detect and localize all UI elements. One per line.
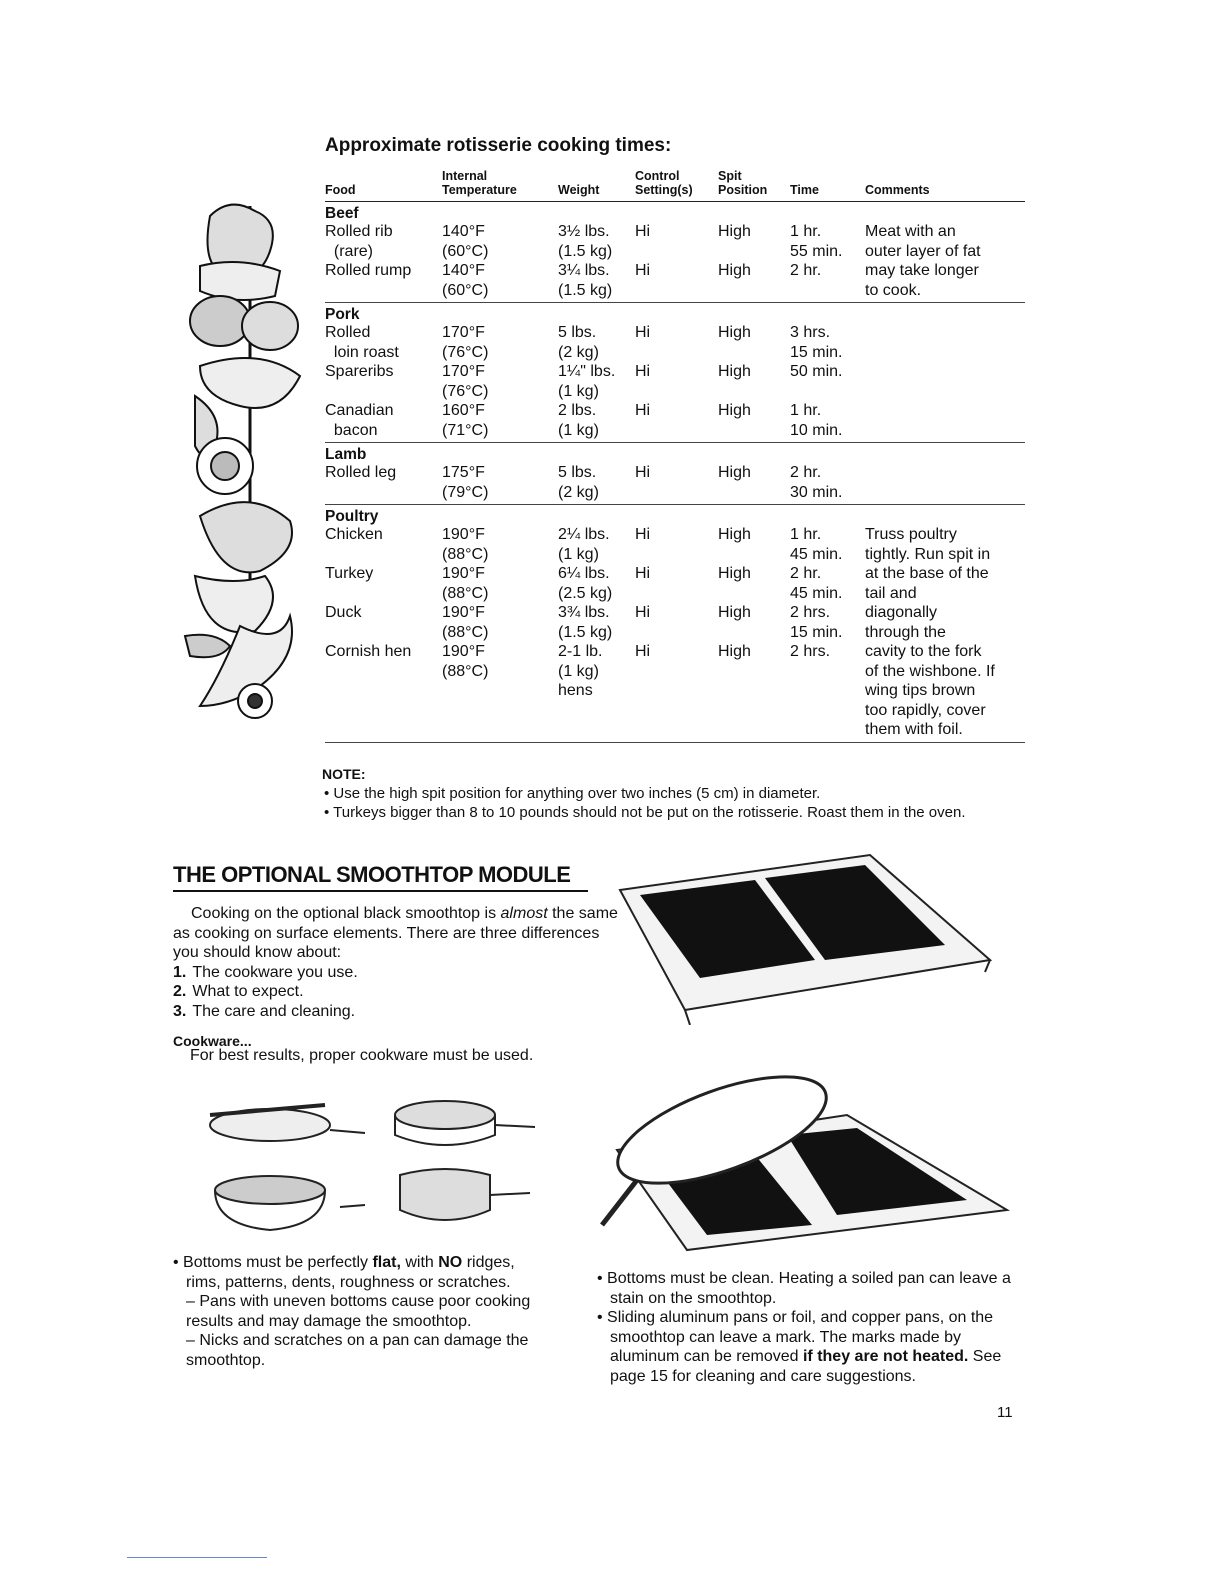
cell-weight: 3¼ lbs. (1.5 kg) [558,262,613,299]
section-title: THE OPTIONAL SMOOTHTOP MODULE [173,862,588,892]
cell-spit: High [718,324,751,341]
cookware-heading: Cookware... [173,1033,252,1049]
cell-time: 2 hrs. [790,643,831,660]
table-group [325,202,1025,303]
cell-weight: 3½ lbs. (1.5 kg) [558,223,613,260]
cell-temp: 170°F (76°C) [442,324,489,361]
col-time: Time [790,183,819,197]
cell-food: Chicken [325,526,383,543]
cell-time: 1 hr. 45 min. [790,526,843,563]
cell-spit: High [718,402,751,419]
list-item: 1. The cookware you use. [173,963,358,981]
table-title: Approximate rotisserie cooking times: [325,135,672,156]
intro-paragraph: Cooking on the optional black smoothtop is almost the same as cooking on surface elements. There are three differences you should know about: [173,905,618,961]
group-title: Lamb [325,446,367,463]
cell-spit: High [718,223,751,240]
cell-weight: 5 lbs. (2 kg) [558,464,599,501]
cell-spit: High [718,363,751,380]
cell-temp: 175°F (79°C) [442,464,489,501]
cell-weight: 2 lbs. (1 kg) [558,402,599,439]
rotisserie-table [325,166,1025,743]
col-temperature: Internal Temperature [442,169,517,197]
cell-food: Duck [325,604,362,621]
cell-ctrl: Hi [635,604,651,621]
cell-ctrl: Hi [635,402,651,419]
cell-weight: 2¼ lbs. (1 kg) [558,526,610,563]
cell-time: 2 hr. 30 min. [790,464,843,501]
cell-time: 3 hrs. 15 min. [790,324,843,361]
note-title: NOTE: [322,766,366,782]
footer-rule [127,1557,267,1558]
col-spit-position: Spit Position [718,169,768,197]
cell-temp: 140°F (60°C) [442,223,489,260]
cell-time: 1 hr. 10 min. [790,402,843,439]
cell-weight: 6¼ lbs. (2.5 kg) [558,565,613,602]
cell-weight: 2-1 lb. (1 kg) hens [558,643,603,699]
cell-spit: High [718,643,751,660]
rotisserie-food-illustration [180,196,315,726]
cell-temp: 170°F (76°C) [442,363,489,400]
cell-time: 2 hr. 45 min. [790,565,843,602]
list-item: 3. The care and cleaning. [173,1002,356,1020]
cell-food: Rolled leg [325,464,397,481]
col-food: Food [325,183,356,197]
dash-item: – Pans with uneven bottoms cause poor cooking results and may damage the smoothtop. [186,1293,531,1330]
cell-comments: Meat with an outer layer of fat may take longer to cook. [865,223,981,299]
cell-spit: High [718,604,751,621]
note-item: • Use the high spit position for anything over two inches (5 cm) in diameter. [322,784,1022,803]
cell-ctrl: Hi [635,363,651,380]
smoothtop-module-illustration [615,850,995,1025]
col-control-setting: Control Setting(s) [635,169,693,197]
cell-food: Rolled rump [325,262,412,279]
cell-food: Spareribs [325,363,394,380]
cell-weight: 5 lbs. (2 kg) [558,324,599,361]
cookware-text: For best results, proper cookware must be used. [190,1047,534,1064]
cell-temp: 190°F (88°C) [442,643,489,680]
pan-on-smoothtop-illustration [597,1060,1012,1255]
table-group [325,303,1025,443]
differences-list [173,963,623,1022]
smoothtop-intro [173,904,623,1021]
cell-spit: High [718,565,751,582]
cell-ctrl: Hi [635,262,651,279]
cell-weight: 3¾ lbs. (1.5 kg) [558,604,613,641]
cell-food: Canadian bacon [325,402,394,439]
cell-spit: High [718,262,751,279]
cell-temp: 190°F (88°C) [442,604,489,641]
cell-time: 2 hrs. 15 min. [790,604,843,641]
note-box [322,765,1022,822]
cell-temp: 190°F (88°C) [442,565,489,602]
dash-item: – Nicks and scratches on a pan can damage the smoothtop. [186,1332,529,1369]
note-item: • Turkeys bigger than 8 to 10 pounds should not be put on the rotisserie. Roast them in the oven. [322,803,1022,822]
cell-temp: 190°F (88°C) [442,526,489,563]
table-row [325,463,1025,502]
col-comments: Comments [865,183,930,197]
cell-temp: 140°F (60°C) [442,262,489,299]
cell-temp: 160°F (71°C) [442,402,489,439]
cell-weight: 1¼" lbs. (1 kg) [558,363,616,400]
group-title: Poultry [325,508,379,525]
page-number: 11 [997,1404,1013,1421]
cell-ctrl: Hi [635,223,651,240]
cell-ctrl: Hi [635,643,651,660]
right-bullets [597,1269,1017,1386]
cell-ctrl: Hi [635,526,651,543]
cell-food: Turkey [325,565,374,582]
group-title: Pork [325,306,360,323]
table-header [325,166,1025,202]
table-group [325,443,1025,505]
cell-food: Cornish hen [325,643,412,660]
cell-ctrl: Hi [635,324,651,341]
cell-time: 2 hr. [790,262,822,279]
bullet-aluminum: • Sliding aluminum pans or foil, and copper pans, on the smoothtop can leave a mark. The marks made by aluminum can be removed if they are not heated. See page 15 for cleaning and care suggestions. [597,1308,1017,1386]
table-row [325,323,1025,362]
bullet-clean-bottoms: • Bottoms must be clean. Heating a soiled pan can leave a stain on the smoothtop. [597,1269,1017,1308]
group-title: Beef [325,205,359,222]
cell-time: 50 min. [790,363,843,380]
cookware-illustrations [200,1075,560,1240]
cell-ctrl: Hi [635,565,651,582]
cell-comments: Truss poultry tightly. Run spit in at the base of the tail and diagonally through the cavity to the fork of the wishbone. If wing tips brown too rapidly, cover them with foil. [865,526,995,738]
table-body [325,202,1025,743]
col-weight: Weight [558,183,600,197]
left-bullets [173,1253,553,1370]
table-group [325,505,1025,743]
table-row [325,401,1025,440]
list-item: 2. What to expect. [173,983,304,1000]
cell-spit: High [718,464,751,481]
table-row [325,362,1025,401]
cell-food: Rolled loin roast [325,324,399,361]
cell-food: Rolled rib (rare) [325,223,393,260]
bullet-flat-bottoms: • Bottoms must be perfectly flat, with NO ridges, rims, patterns, dents, roughness or scratches. [173,1253,553,1292]
cell-ctrl: Hi [635,464,651,481]
cell-time: 1 hr. 55 min. [790,223,843,260]
cell-spit: High [718,526,751,543]
